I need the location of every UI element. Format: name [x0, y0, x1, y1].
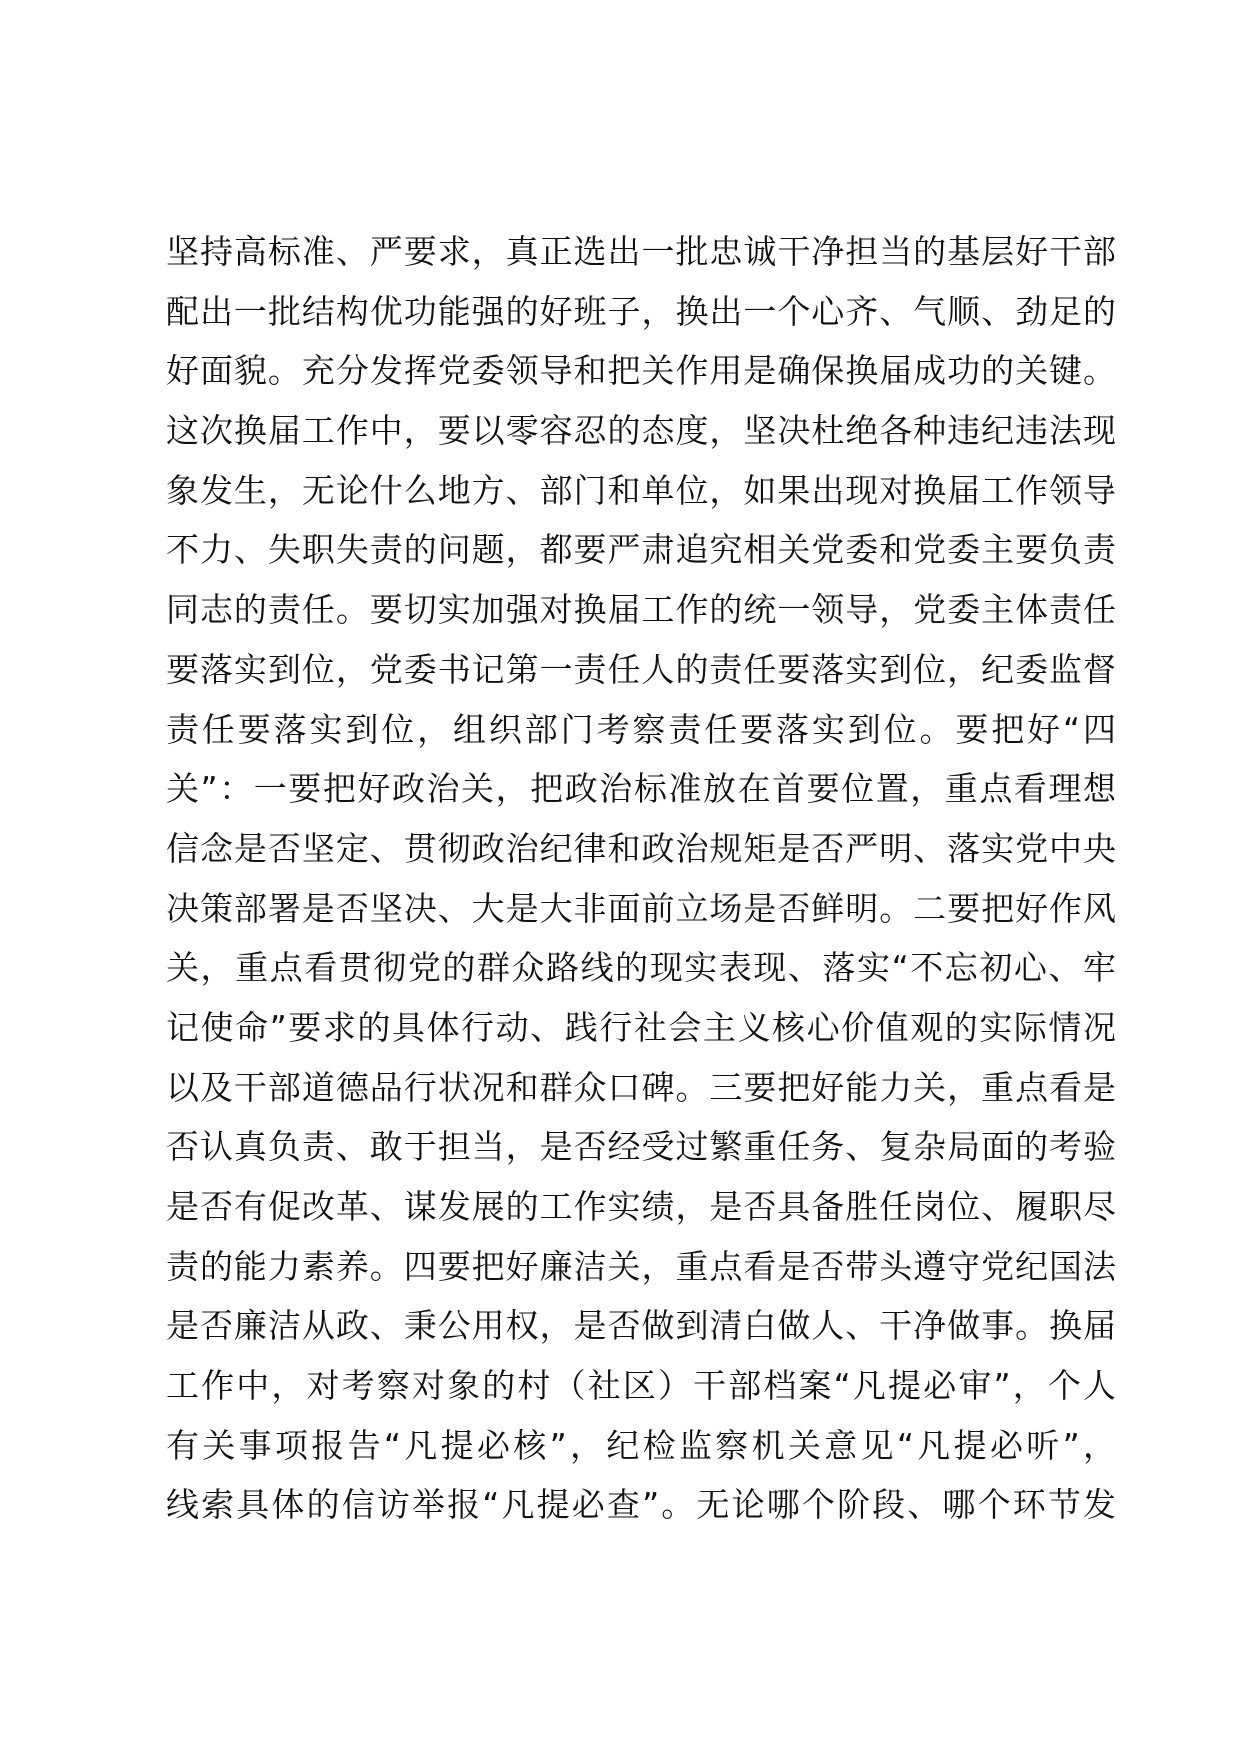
text-line: 象发生，无论什么地方、部门和单位，如果出现对换届工作领导 — [166, 470, 1116, 510]
text-line: 信念是否坚定、贯彻政治纪律和政治规矩是否严明、落实党中央 — [166, 828, 1116, 868]
text-line: 责任要落实到位，组织部门考察责任要落实到位。要把好“四 — [166, 709, 1116, 749]
text-line: 同志的责任。要切实加强对换届工作的统一领导，党委主体责任 — [166, 590, 1116, 630]
text-line: 配出一批结构优功能强的好班子，换出一个心齐、气顺、劲足的 — [166, 291, 1116, 331]
text-line: 以及干部道德品行状况和群众口碑。三要把好能力关，重点看是 — [166, 1067, 1116, 1107]
text-line: 有关事项报告“凡提必核”，纪检监察机关意见“凡提必听”， — [166, 1425, 1116, 1465]
text-line: 线索具体的信访举报“凡提必查”。无论哪个阶段、哪个环节发 — [166, 1485, 1116, 1525]
body-paragraph — [166, 222, 1116, 1535]
text-line: 工作中，对考察对象的村（社区）干部档案“凡提必审”，个人 — [166, 1366, 1116, 1406]
text-line: 要落实到位，党委书记第一责任人的责任要落实到位，纪委监督 — [166, 649, 1116, 689]
text-line: 坚持高标准、严要求，真正选出一批忠诚干净担当的基层好干部 — [166, 232, 1116, 271]
text-line: 是否有促改革、谋发展的工作实绩，是否具备胜任岗位、履职尽 — [166, 1187, 1116, 1226]
text-line: 否认真负责、敢于担当，是否经受过繁重任务、复杂局面的考验 — [166, 1127, 1116, 1167]
text-line: 好面貌。充分发挥党委领导和把关作用是确保换届成功的关键。 — [166, 351, 1116, 391]
text-line: 决策部署是否坚决、大是大非面前立场是否鲜明。二要把好作风 — [166, 888, 1116, 928]
text-line: 不力、失职失责的问题，都要严肃追究相关党委和党委主要负责 — [166, 530, 1116, 570]
text-line: 关”：一要把好政治关，把政治标准放在首要位置，重点看理想 — [166, 769, 1116, 809]
text-line: 记使命”要求的具体行动、践行社会主义核心价值观的实际情况 — [166, 1007, 1116, 1047]
text-line: 关，重点看贯彻党的群众路线的现实表现、落实“不忘初心、牢 — [166, 948, 1116, 988]
text-line: 是否廉洁从政、秉公用权，是否做到清白做人、干净做事。换届 — [166, 1306, 1116, 1346]
text-line: 责的能力素养。四要把好廉洁关，重点看是否带头遵守党纪国法 — [166, 1246, 1116, 1286]
text-line: 这次换届工作中，要以零容忍的态度，坚决杜绝各种违纪违法现 — [166, 411, 1116, 451]
